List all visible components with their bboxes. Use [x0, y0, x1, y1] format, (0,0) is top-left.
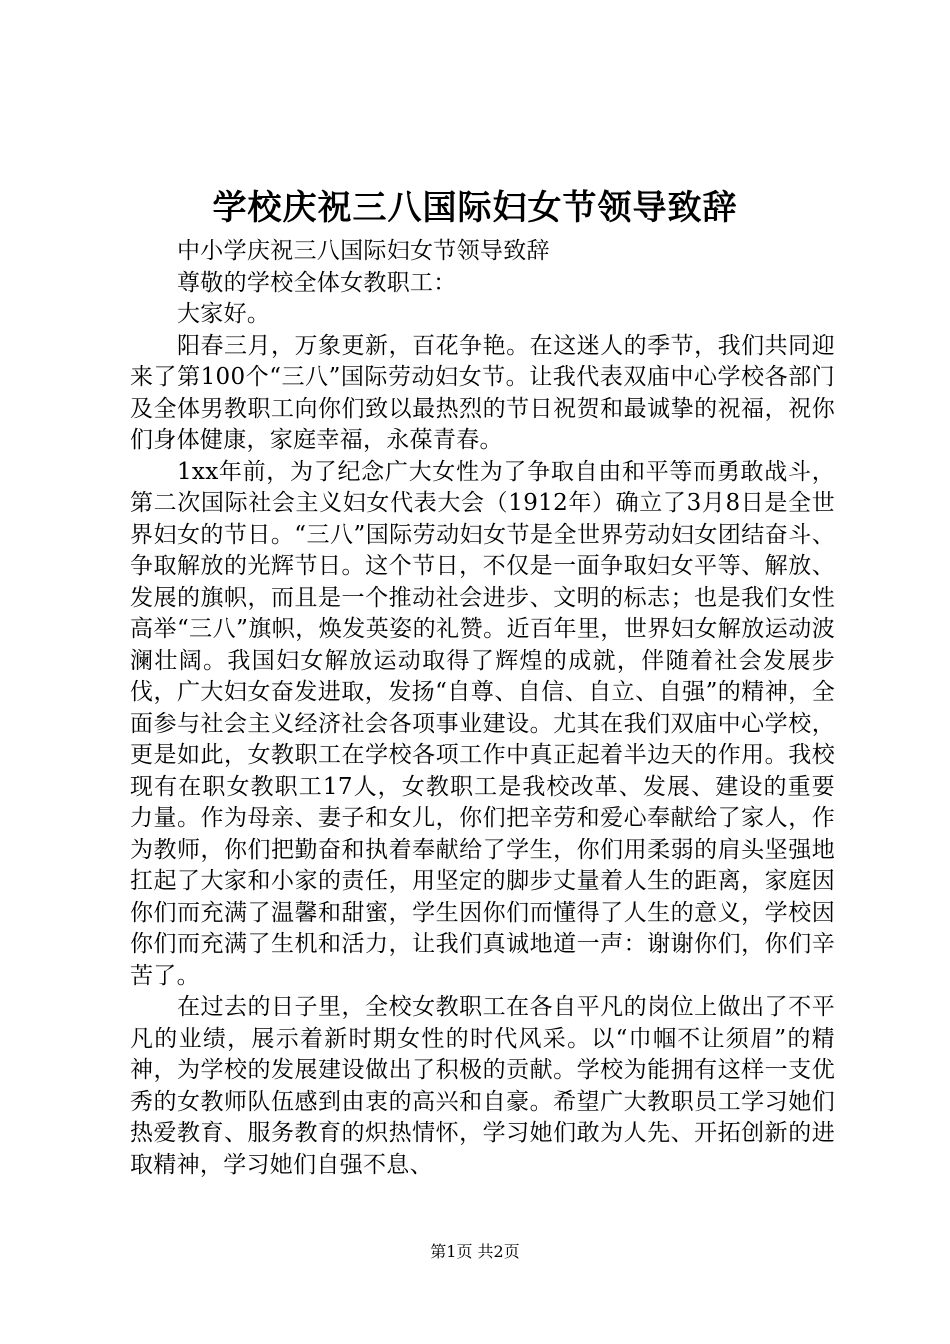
subtitle-paragraph: 中小学庆祝三八国际妇女节领导致辞 — [177, 238, 550, 264]
page-footer: 第1页 共2页 — [430, 1242, 520, 1261]
document-body — [130, 236, 835, 1181]
document-title: 学校庆祝三八国际妇女节领导致辞 — [212, 188, 738, 228]
body-paragraph: 阳春三月，万象更新，百花争艳。在这迷人的季节，我们共同迎来了第100个“三八”国际劳动妇女节。让我代表双庙中心学校各部门及全体男教职工向你们致以最热烈的节日祝贺和最诚挚的祝福，祝你们身体健康，家庭幸福，永葆青春。 — [130, 332, 835, 453]
body-paragraph: 在过去的日子里，全校女教职工在各自平凡的岗位上做出了不平凡的业绩，展示着新时期女性的时代风采。以“巾帼不让须眉”的精神，为学校的发展建设做出了积极的贡献。学校为能拥有这样一支优秀的女教师队伍感到由衷的高兴和自豪。希望广大教职员工学习她们热爱教育、服务教育的炽热情怀，学习她们敢为人先、开拓创新的进取精神，学习她们自强不息、 — [130, 994, 835, 1178]
body-paragraph: 1xx年前，为了纪念广大女性为了争取自由和平等而勇敢战斗，第二次国际社会主义妇女代表大会（1912年）确立了3月8日是全世界妇女的节日。“三八”国际劳动妇女节是全世界劳动妇女团结奋斗、争取解放的光辉节日。这个节日，不仅是一面争取妇女平等、解放、发展的旗帜，而且是一个推动社会进步、文明的标志；也是我们女性高举“三八”旗帜，焕发英姿的礼赞。近百年里，世界妇女解放运动波澜壮阔。我国妇女解放运动取得了辉煌的成就，伴随着社会发展步伐，广大妇女奋发进取，发扬“自尊、自信、自立、自强”的精神，全面参与社会主义经济社会各项事业建设。尤其在我们双庙中心学校，更是如此，女教职工在学校各项工作中真正起着半边天的作用。我校现有在职女教职工17人，女教职工是我校改革、发展、建设的重要力量。作为母亲、妻子和女儿，你们把辛劳和爱心奉献给了家人，作为教师，你们把勤奋和执着奉献给了学生，你们用柔弱的肩头坚强地扛起了大家和小家的责任，用坚定的脚步丈量着人生的距离，家庭因你们而充满了温馨和甜蜜，学生因你们而懂得了人生的意义，学校因你们而充满了生机和活力，让我们真诚地道一声：谢谢你们，你们辛苦了。 — [130, 458, 835, 989]
salutation-paragraph: 尊敬的学校全体女教职工： — [177, 269, 457, 296]
greeting-paragraph: 大家好。 — [177, 301, 271, 327]
